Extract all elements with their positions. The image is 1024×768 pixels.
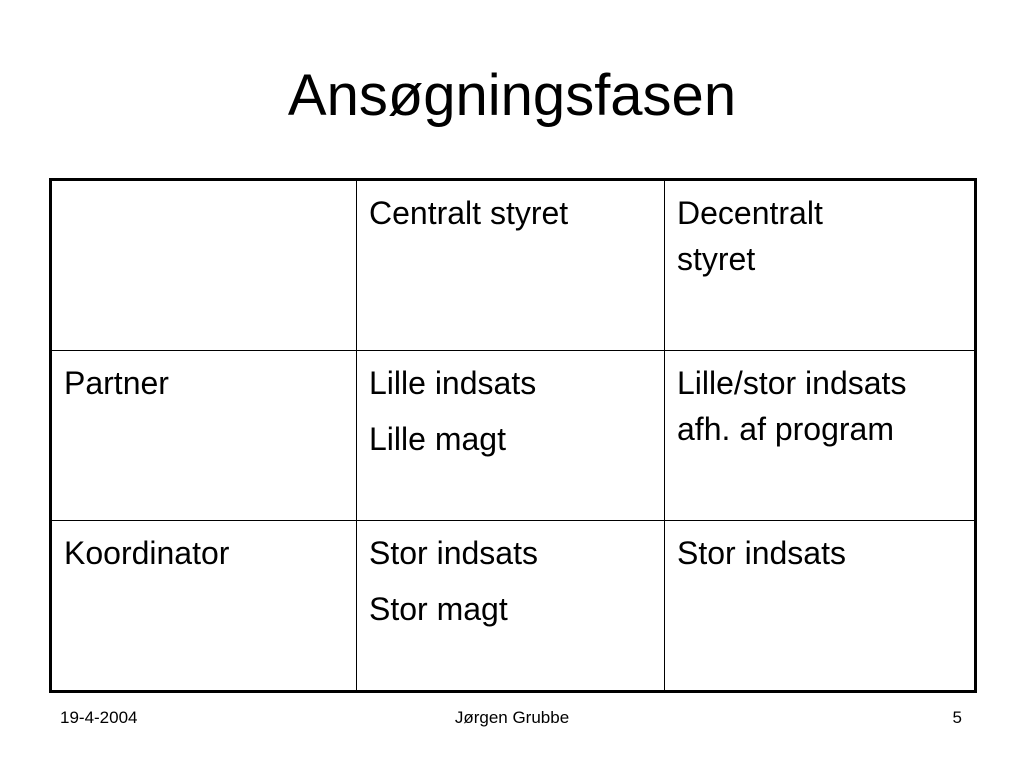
cell-text-line1: Stor indsats — [369, 535, 538, 571]
row-label-text: Koordinator — [64, 535, 230, 571]
column-header-central — [357, 180, 665, 351]
footer-page-number: 5 — [952, 708, 962, 727]
column-header-decentral-line1: Decentralt — [677, 195, 823, 231]
comparison-table — [49, 178, 977, 693]
cell-text-line1: Lille/stor indsats — [677, 365, 907, 401]
footer-date: 19-4-2004 — [60, 708, 138, 727]
cell-partner-central — [357, 351, 665, 521]
row-label-koordinator — [51, 521, 357, 692]
column-header-decentral-line2: styret — [677, 241, 756, 277]
row-label-text: Partner — [64, 365, 169, 401]
column-header-decentral — [665, 180, 976, 351]
table-row-partner — [51, 351, 976, 521]
table-header-row — [51, 180, 976, 351]
table-row-koordinator — [51, 521, 976, 692]
cell-partner-decentral — [665, 351, 976, 521]
cell-text-line2: Stor magt — [369, 591, 508, 627]
cell-text-line1: Lille indsats — [369, 365, 537, 401]
cell-koordinator-decentral — [665, 521, 976, 692]
slide-title: Ansøgningsfasen — [287, 63, 737, 128]
column-header-central-text: Centralt styret — [369, 195, 569, 231]
row-label-partner — [51, 351, 357, 521]
table-corner-cell — [51, 180, 357, 351]
footer-author: Jørgen Grubbe — [454, 708, 570, 727]
cell-text-line1: Stor indsats — [677, 535, 846, 571]
cell-text-line2: Lille magt — [369, 421, 506, 457]
cell-text-line2: afh. af program — [677, 411, 894, 447]
cell-koordinator-central — [357, 521, 665, 692]
